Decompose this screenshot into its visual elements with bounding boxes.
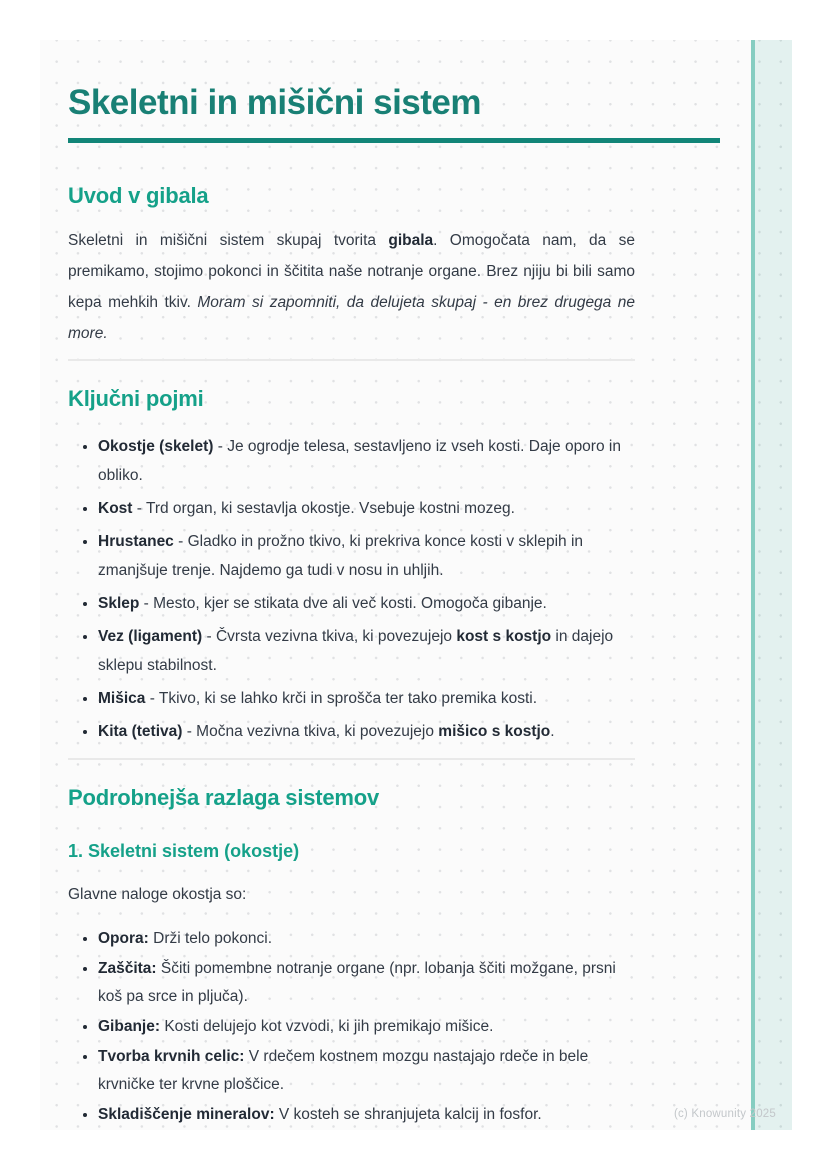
skeletal-functions-list [68, 925, 635, 1129]
intro-text-2: . Omogočata nam, da se premikamo, stojimo pokonci in ščitita naše notranje organe. Brez njiju bi bili samo kepa mehkih tkiv. [68, 232, 635, 311]
term-label: Sklep [98, 595, 140, 612]
term-desc-post: in dajejo sklepu stabilnost. [98, 628, 614, 674]
section-divider-1 [68, 359, 635, 361]
term-desc: - Čvrsta vezivna tkiva, ki povezujejo [202, 628, 457, 645]
list-item [98, 717, 635, 746]
term-label: Mišica [98, 690, 146, 707]
term-label: Zaščita: [98, 960, 157, 977]
page-content [40, 40, 720, 1129]
term-desc: V rdečem kostnem mozgu nastajajo rdeče in bele krvničke ter krvne ploščice. [98, 1048, 589, 1093]
term-label: Hrustanec [98, 533, 174, 550]
term-inline-bold: mišico s kostjo [438, 723, 551, 740]
list-item [98, 432, 635, 490]
watermark: (c) Knowunity 2025 [673, 1108, 776, 1120]
term-label: Skladiščenje mineralov: [98, 1106, 275, 1123]
section-heading-intro: Uvod v gibala [68, 183, 209, 208]
page-title: Skeletni in mišični sistem [68, 83, 481, 122]
term-desc: - Je ogrodje telesa, sestavljeno iz vseh kosti. Daje oporo in obliko. [98, 438, 621, 484]
term-label: Okostje (skelet) [98, 438, 214, 455]
term-label: Vez (ligament) [98, 628, 203, 645]
list-item [98, 1013, 635, 1041]
term-desc: - Tkivo, ki se lahko krči in sprošča ter tako premika kosti. [145, 690, 538, 707]
list-item [98, 684, 635, 713]
list-item [98, 494, 635, 523]
term-desc: Ščiti pomembne notranje organe (npr. lobanja ščiti možgane, prsni koš pa srce in pljuča). [98, 960, 616, 1005]
list-item [98, 955, 635, 1011]
term-desc: - Mesto, kjer se stikata dve ali več kosti. Omogoča gibanje. [139, 595, 547, 612]
intro-italic-note: Moram si zapomniti, da delujeta skupaj - en brez drugega ne more. [68, 294, 635, 342]
list-item [98, 1043, 635, 1099]
list-item [98, 527, 635, 585]
term-desc: - Trd organ, ki sestavlja okostje. Vsebuje kostni mozeg. [132, 500, 515, 517]
term-label: Opora: [98, 930, 149, 947]
skeletal-lead-text: Glavne naloge okostja so: [68, 886, 247, 903]
term-inline-bold: kost s kostjo [456, 628, 552, 645]
list-item [98, 589, 635, 618]
intro-text-1: Skeletni in mišični sistem skupaj tvorita [68, 232, 389, 249]
subsection-heading-skeletal: 1. Skeletni sistem (okostje) [68, 841, 300, 861]
list-item [98, 925, 635, 953]
term-desc: Kosti delujejo kot vzvodi, ki jih premikajo mišice. [160, 1018, 494, 1035]
term-label: Kost [98, 500, 133, 517]
term-label: Kita (tetiva) [98, 723, 183, 740]
list-item [98, 622, 635, 680]
right-margin-stripe [751, 40, 792, 1130]
section-heading-details: Podrobnejša razlaga sistemov [68, 785, 380, 810]
term-desc: V kosteh se shranjujeta kalcij in fosfor. [274, 1106, 542, 1123]
intro-paragraph [68, 225, 635, 349]
term-desc-post: . [550, 723, 555, 740]
term-desc: - Gladko in prožno tkivo, ki prekriva konce kosti v sklepih in zmanjšuje trenje. Najdemo ga tudi v nosu in uhljih. [98, 533, 584, 579]
section-heading-key-terms: Ključni pojmi [68, 386, 204, 411]
term-desc: Drži telo pokonci. [148, 930, 273, 947]
term-label: Tvorba krvnih celic: [98, 1048, 245, 1065]
notes-page [40, 40, 792, 1130]
term-label: Gibanje: [98, 1018, 161, 1035]
term-desc: - Močna vezivna tkiva, ki povezujejo [182, 723, 439, 740]
title-underline-rule [68, 138, 720, 143]
key-terms-list [68, 432, 635, 746]
section-divider-2 [68, 758, 635, 760]
list-item [98, 1101, 635, 1129]
intro-bold-term: gibala [388, 232, 434, 249]
